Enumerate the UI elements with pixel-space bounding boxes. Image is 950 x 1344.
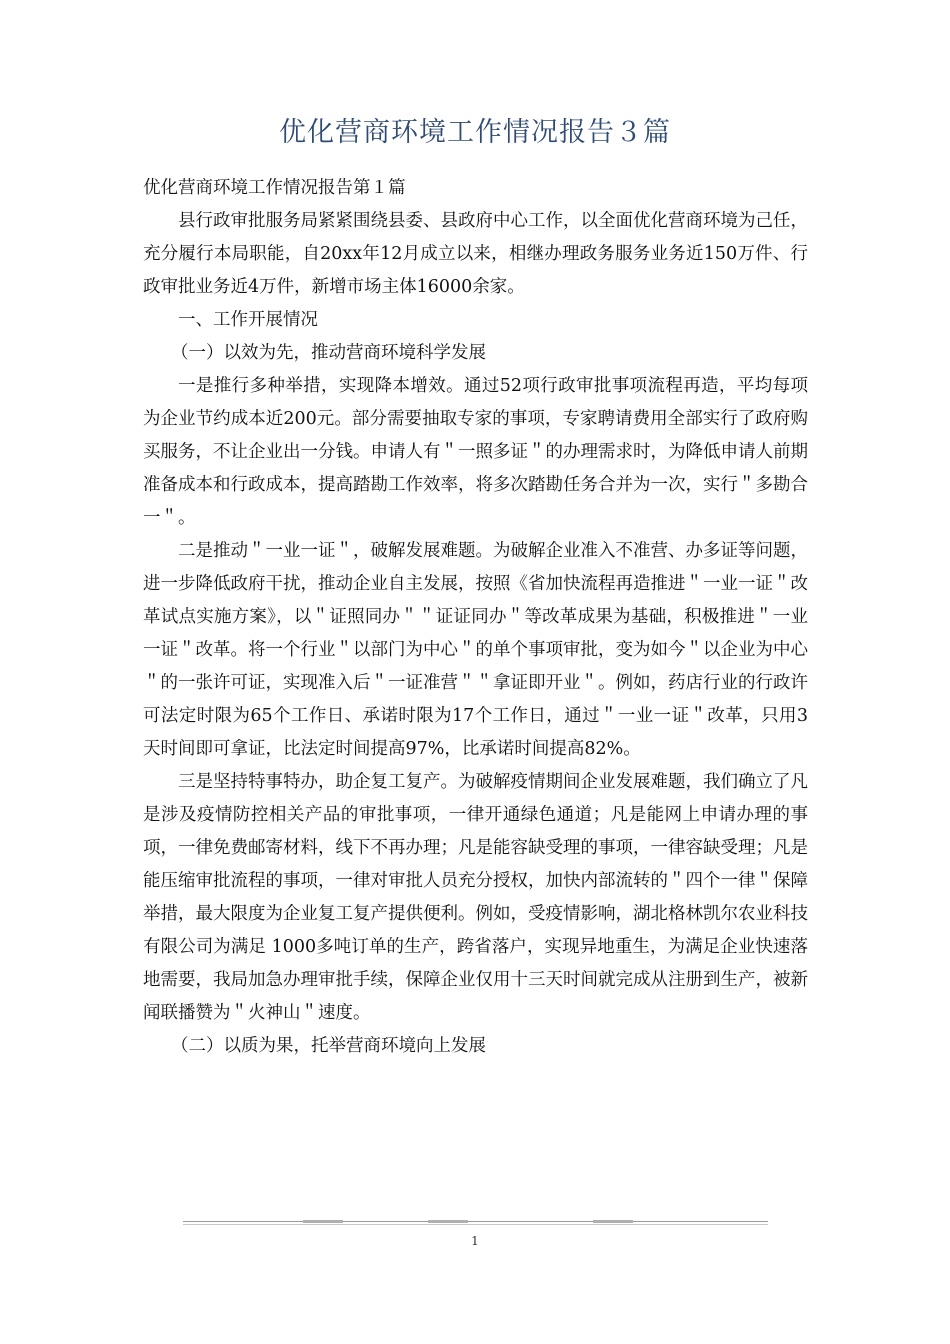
document-body <box>143 172 808 1063</box>
intro-paragraph: 县行政审批服务局紧紧围绕县委、县政府中心工作，以全面优化营商环境为己任，充分履行本局职能，自20xx年12月成立以来，相继办理政务服务业务近150万件、行政审批业务近4万件，新增市场主体16000余家。 <box>143 211 808 297</box>
subsection-heading: （一）以效为先，推动营商环境科学发展 <box>171 343 486 363</box>
footer-divider-accent <box>428 1220 468 1223</box>
footer-divider-line <box>183 1224 768 1225</box>
section-heading: 一、工作开展情况 <box>178 310 318 330</box>
footer-divider-accent <box>593 1220 633 1223</box>
footer-divider-line <box>183 1221 768 1222</box>
footer-divider-accent <box>303 1220 343 1223</box>
subsection-heading: （二）以质为果，托举营商环境向上发展 <box>171 1036 486 1056</box>
page-number: 1 <box>471 1234 479 1248</box>
body-paragraph: 二是推动＂一业一证＂，破解发展难题。为破解企业准入不准营、办多证等问题，进一步降低政府干扰，推动企业自主发展，按照《省加快流程再造推进＂一业一证＂改革试点实施方案》，以＂证照同办＂＂证证同办＂等改革成果为基础，积极推进＂一业一证＂改革。将一个行业＂以部门为中心＂的单个事项审批，变为如今＂以企业为中心＂的一张许可证，实现准入后＂一证准营＂＂拿证即开业＂。例如，药店行业的行政许可法定时限为65个工作日、承诺时限为17个工作日，通过＂一业一证＂改革，只用3天时间即可拿证，比法定时间提高97%，比承诺时间提高82%。 <box>143 541 808 759</box>
document-title: 优化营商环境工作情况报告３篇 <box>279 117 671 148</box>
body-paragraph: 三是坚持特事特办，助企复工复产。为破解疫情期间企业发展难题，我们确立了凡是涉及疫情防控相关产品的审批事项，一律开通绿色通道；凡是能网上申请办理的事项，一律免费邮寄材料，线下不再办理；凡是能容缺受理的事项，一律容缺受理；凡是能压缩审批流程的事项，一律对审批人员充分授权，加快内部流转的＂四个一律＂保障举措，最大限度为企业复工复产提供便利。例如，受疫情影响，湖北格林凯尔农业科技有限公司为满足 1000多吨订单的生产，跨省落户，实现异地重生，为满足企业快速落地需要，我局加急办理审批手续，保障企业仅用十三天时间就完成从注册到生产，被新闻联播赞为＂火神山＂速度。 <box>143 772 808 1023</box>
section-subtitle: 优化营商环境工作情况报告第１篇 <box>143 178 406 198</box>
body-paragraph: 一是推行多种举措，实现降本增效。通过52项行政审批事项流程再造，平均每项为企业节约成本近200元。部分需要抽取专家的事项，专家聘请费用全部实行了政府购买服务，不让企业出一分钱。申请人有＂一照多证＂的办理需求时，为降低申请人前期准备成本和行政成本，提高踏勘工作效率，将多次踏勘任务合并为一次，实行＂多勘合一＂。 <box>143 376 808 528</box>
footer-divider <box>183 1221 768 1225</box>
